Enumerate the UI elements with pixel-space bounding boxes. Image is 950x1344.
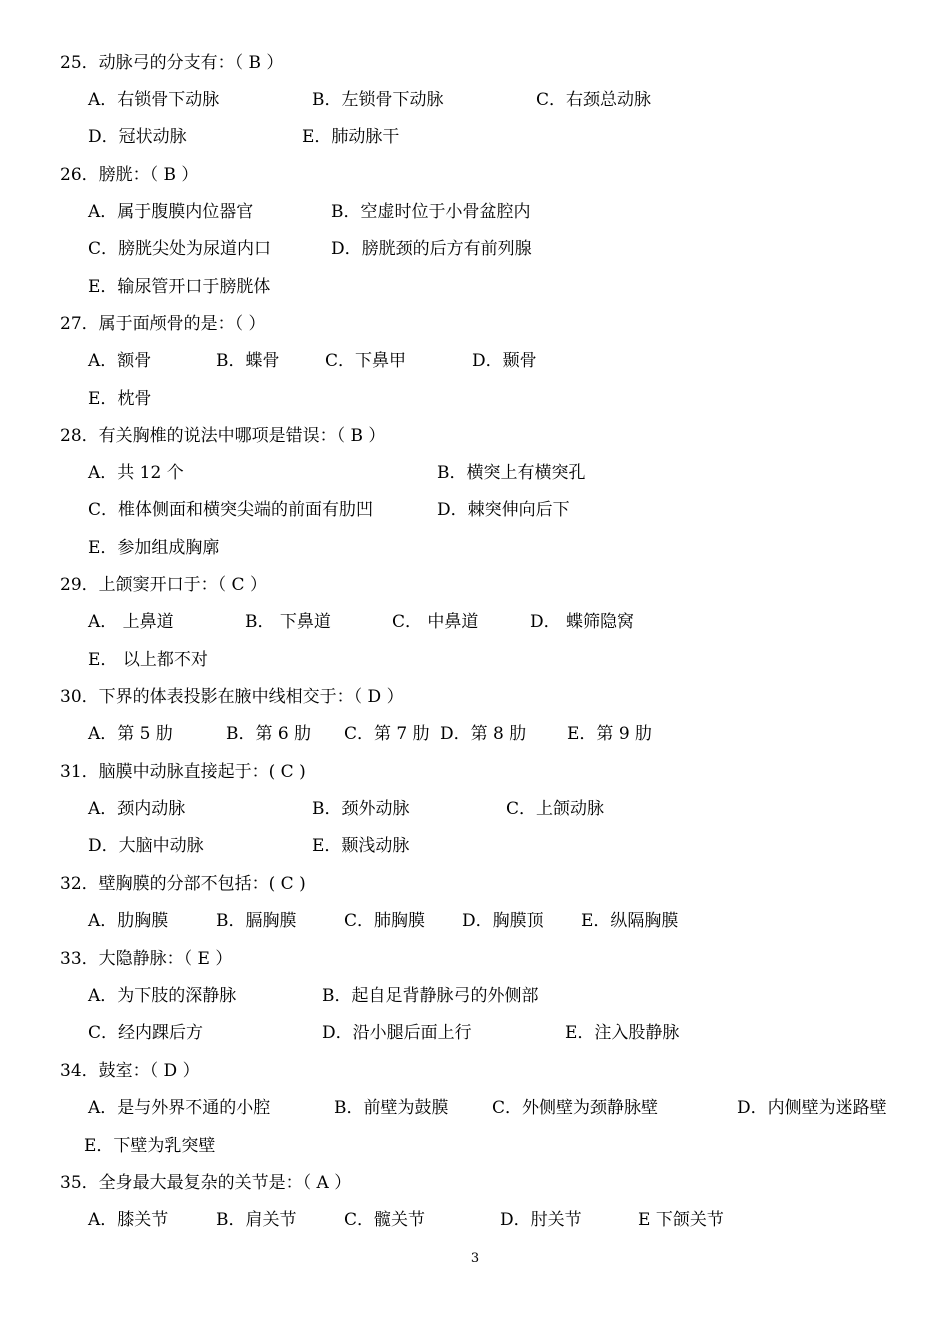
question-31-stem: 31．脑膜中动脉直接起于：( C ) [60,762,306,782]
option: A．膝关节 [88,1210,169,1230]
question-28-stem: 28．有关胸椎的说法中哪项是错误：（ B ） [60,426,386,446]
question-25-stem: 25．动脉弓的分支有：（ B ） [60,53,284,73]
option: C．上颌动脉 [506,799,605,819]
option: C． 中鼻道 [392,612,479,632]
option: C．右颈总动脉 [536,90,652,110]
option: D．肘关节 [500,1210,582,1230]
option: E．枕骨 [88,389,152,409]
question-30-stem: 30．下界的体表投影在腋中线相交于：（ D ） [60,687,404,707]
option: B．起自足背静脉弓的外侧部 [322,986,539,1006]
option: A．是与外界不通的小腔 [88,1098,271,1118]
option: A．第 5 肋 [88,724,173,744]
option: E．肺动脉干 [302,127,400,147]
option: A．颈内动脉 [88,799,186,819]
option: E．纵隔胸膜 [581,911,679,931]
question-33-stem: 33．大隐静脉：（ E ） [60,949,233,969]
option: E． 以上都不对 [88,650,208,670]
option: D．内侧壁为迷路壁 [737,1098,887,1118]
option: A．肋胸膜 [88,911,169,931]
option: C．外侧壁为颈静脉壁 [492,1098,659,1118]
question-34-stem: 34．鼓室：（ D ） [60,1061,200,1081]
option: D．第 8 肋 [440,724,527,744]
option: D．冠状动脉 [88,127,187,147]
option: C．经内踝后方 [88,1023,204,1043]
question-32-stem: 32．壁胸膜的分部不包括：( C ) [60,874,306,894]
option: C．肺胸膜 [344,911,426,931]
option: B．左锁骨下动脉 [312,90,444,110]
option: C．膀胱尖处为尿道内口 [88,239,272,259]
option: B．颈外动脉 [312,799,410,819]
option: B．肩关节 [216,1210,297,1230]
page-number: 3 [470,1251,480,1266]
option: D．膀胱颈的后方有前列腺 [331,239,532,259]
option: E．第 9 肋 [567,724,653,744]
option: B．蝶骨 [216,351,280,371]
option: D．颞骨 [472,351,537,371]
question-35-stem: 35．全身最大最复杂的关节是：（ A ） [60,1173,352,1193]
option: D．胸膜顶 [462,911,544,931]
option: A．右锁骨下动脉 [88,90,220,110]
option: C．髋关节 [344,1210,426,1230]
option: B．膈胸膜 [216,911,297,931]
option: D．棘突伸向后下 [437,500,570,520]
option: C．下鼻甲 [325,351,407,371]
option: B． 下鼻道 [245,612,331,632]
option: B．前壁为鼓膜 [334,1098,449,1118]
option: A．额骨 [88,351,152,371]
option: D．大脑中动脉 [88,836,204,856]
option: E．注入股静脉 [565,1023,680,1043]
option: B．第 6 肋 [226,724,312,744]
option: B．空虚时位于小骨盆腔内 [331,202,531,222]
option: E．输尿管开口于膀胱体 [88,277,271,297]
option: E．参加组成胸廓 [88,538,220,558]
question-27-stem: 27．属于面颅骨的是：（ ） [60,314,266,334]
question-26-stem: 26．膀胱：（ B ） [60,165,199,185]
option: D．沿小腿后面上行 [322,1023,472,1043]
option: A． 上鼻道 [88,612,174,632]
question-29-stem: 29．上颌窦开口于：（ C ） [60,575,267,595]
option: D． 蝶筛隐窝 [530,612,635,632]
option: E．颞浅动脉 [312,836,410,856]
option: C．第 7 肋 [344,724,430,744]
option: A．共 12 个 [88,463,184,483]
option: A．属于腹膜内位器官 [88,202,254,222]
option: A．为下肢的深静脉 [88,986,237,1006]
option: E 下颌关节 [638,1210,724,1230]
option: C．椎体侧面和横突尖端的前面有肋凹 [88,500,374,520]
option: E．下壁为乳突壁 [84,1136,216,1156]
option: B．横突上有横突孔 [437,463,586,483]
